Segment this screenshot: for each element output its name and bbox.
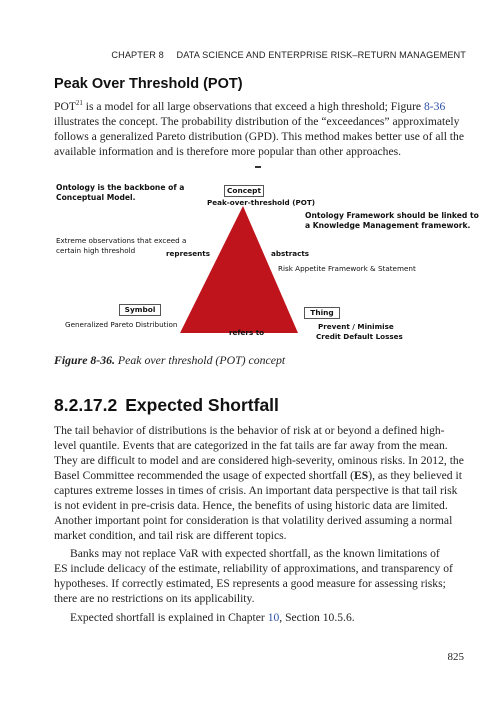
right-note-line-1: Ontology Framework should be linked to bbox=[305, 211, 479, 220]
left-note-line-1: Extreme observations that exceed a bbox=[56, 236, 187, 245]
es-p2-line-4: there are no restrictions on its applicability. bbox=[54, 592, 255, 605]
figure-title-line-1: Ontology is the backbone of a bbox=[56, 183, 185, 192]
pot-line-1-text: is a model for all large observations that exceed a high threshold; Figure bbox=[82, 100, 424, 113]
right-note-line-2: a Knowledge Management framework. bbox=[305, 221, 471, 230]
es-p3-text-b: , Section 10.5.6. bbox=[279, 611, 355, 624]
pot-line-2: illustrates the concept. The probability distribution of the “exceedances” approximately bbox=[54, 115, 460, 128]
es-paragraph-3 bbox=[54, 610, 464, 625]
figure-link-8-36[interactable]: 8-36 bbox=[423, 100, 446, 113]
pot-abbrev: POT bbox=[54, 100, 76, 113]
refers-to-label: refers to bbox=[229, 328, 265, 337]
es-p2-line-1: Banks may not replace VaR with expected shortfall, as the known limitations of bbox=[70, 547, 440, 560]
page-number: 825 bbox=[447, 651, 464, 663]
abstracts-label: abstracts bbox=[271, 249, 310, 258]
es-p1-line-2: level quantile. Events that are categorized in the fat tails are far away from the mean. bbox=[54, 439, 448, 452]
es-p2-line-3: hypotheses. If correctly estimated, ES represents a good measure for assessing risks; bbox=[54, 577, 446, 590]
figure-caption-label: Figure 8-36. bbox=[54, 353, 115, 367]
figure-caption-text: Peak over threshold (POT) concept bbox=[117, 353, 286, 367]
es-p1-line-4 bbox=[54, 468, 464, 483]
es-p1-line-1: The tail behavior of distributions is the behavior of risk at or beyond a defined high- bbox=[54, 424, 445, 437]
section-title: Expected Shortfall bbox=[125, 395, 279, 415]
thing-label-line-2: Credit Default Losses bbox=[316, 332, 403, 341]
section-number: 8.2.17.2 bbox=[54, 395, 118, 415]
concept-label: Peak-over-threshold (POT) bbox=[207, 198, 316, 207]
es-abbrev-bold: ES bbox=[354, 469, 369, 482]
es-p1-line-4-a: Basel Committee recommended the usage of expected shortfall ( bbox=[54, 469, 355, 482]
concept-box: Concept bbox=[224, 185, 264, 197]
thing-box: Thing bbox=[304, 307, 340, 319]
es-p2-line-2: ES include delicacy of the estimate, reliability of approximations, and transparency of bbox=[54, 562, 453, 575]
section-heading-es bbox=[54, 395, 279, 416]
left-note-line-2: certain high threshold bbox=[56, 246, 136, 255]
es-p1-line-4-b: ), as they believed it bbox=[368, 469, 462, 482]
section-heading-pot: Peak Over Threshold (POT) bbox=[54, 76, 243, 92]
pot-line-4: available information and is therefore more popular than other approaches. bbox=[54, 145, 402, 158]
running-head-chapter: CHAPTER 8 bbox=[111, 50, 164, 60]
thing-label-line-1: Prevent / Minimise bbox=[318, 322, 394, 331]
running-head-title: DATA SCIENCE AND ENTERPRISE RISK–RETURN MANAGEMENT bbox=[176, 50, 466, 60]
symbol-label: Generalized Pareto Distribution bbox=[65, 320, 178, 329]
footnote-ref-21[interactable]: 21 bbox=[75, 99, 83, 107]
symbol-box: Symbol bbox=[119, 304, 161, 316]
es-p3-text-a: Expected shortfall is explained in Chapter bbox=[70, 611, 268, 624]
risk-appetite-label: Risk Appetite Framework & Statement bbox=[278, 264, 416, 273]
figure-title-line-2: Conceptual Model. bbox=[56, 193, 136, 202]
es-p1-line-6: is not evident in pre-crisis data. Hence, the benefits of using historic data are limited. bbox=[54, 499, 448, 512]
es-p1-line-5: captures extreme losses in times of crisis. An important data perspective is that tail risk bbox=[54, 484, 458, 497]
pot-line-3: follows a generalized Pareto distribution (GPD). This method makes better use of all the bbox=[54, 130, 464, 143]
figure-caption bbox=[54, 353, 285, 368]
chapter-link-10[interactable]: 10 bbox=[267, 611, 280, 624]
es-p1-line-7: Another important point for consideration is that volatility derived assuming a normal bbox=[54, 514, 453, 527]
represents-label: represents bbox=[166, 249, 210, 258]
es-paragraph-1 bbox=[54, 423, 464, 543]
es-p3-line-1 bbox=[54, 610, 464, 625]
es-p1-line-8: market condition, and tail risk are different topics. bbox=[54, 529, 287, 542]
es-p1-line-3: They are difficult to model and are considered high-severity, ominous risks. In 2012, the bbox=[54, 454, 464, 467]
es-paragraph-2 bbox=[54, 546, 464, 606]
